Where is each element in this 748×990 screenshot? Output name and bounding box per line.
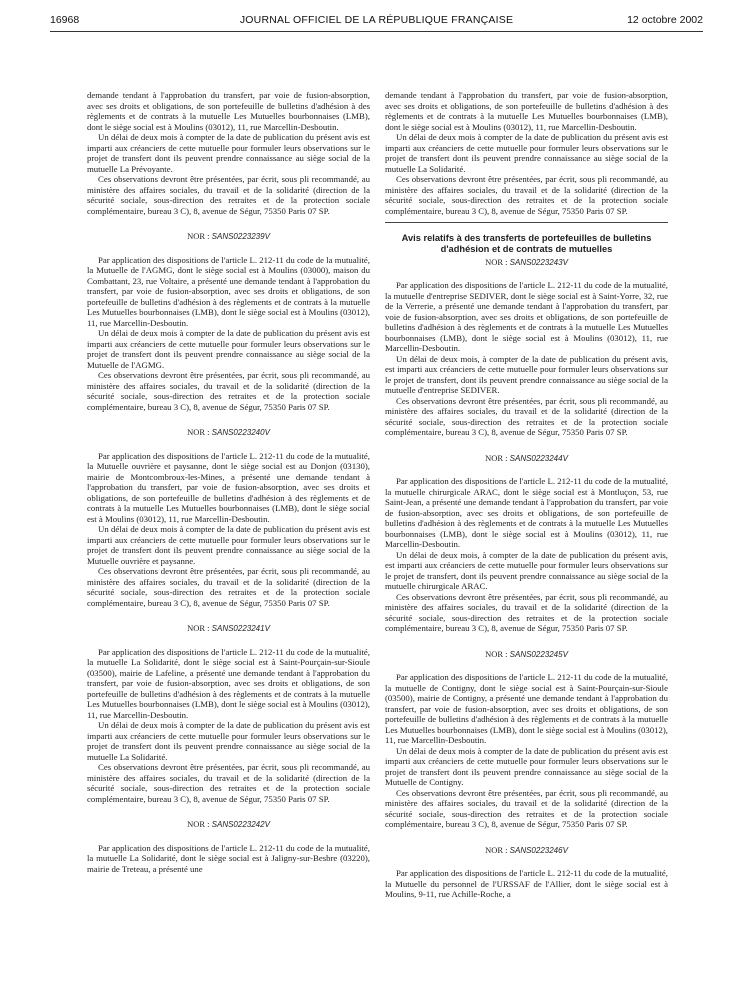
paragraph: Ces observations devront être présentées, par écrit, sous pli recommandé, au ministère des affaires sociales, du travail et de la solidarité (direction de la sécurité sociale, sous-direction des retraites et de la protection sociale complémentaire, bureau 3 C), 8, avenue de Ségur, 75350 Paris 07 SP. bbox=[87, 762, 370, 804]
paragraph: Un délai de deux mois, à compter de la date de publication du présent avis, est imparti aux créanciers de cette mutuelle pour formuler leurs observations sur le projet de transfert, dont ils peuvent prendre connaissance au siège social de la mutuelle d'entreprise SEDIVER. bbox=[385, 353, 668, 396]
paragraph: Par application des dispositions de l'article L. 212-11 du code de la mutualité, la mutuelle d'entreprise SEDIVER, dont le siège social est à Saint-Yorre, 32, rue de la Verrerie, a présenté une demande tendant à l'approbation du transfert, par voie de fusion-absorption, avec ses droits et obligations, de son portefeuille de bulletins d'adhésion à des règlements et de contrats à la mutuelle Les Mutuelles bourbonnaises (LMB), dont le siège social est à Moulins (03012), 11, rue Marcellin-Desboutin. bbox=[385, 280, 668, 354]
nor-reference: NOR : SANS0223239V bbox=[187, 231, 270, 241]
paragraph: Un délai de deux mois à compter de la date de publication du présent avis est imparti aux créanciers de cette mutuelle pour formuler leurs observations sur le projet de transfert dont ils peuvent prendre connaissance au siège social de la mutuelle La Solidarité. bbox=[87, 720, 370, 762]
paragraph: Ces observations devront être présentées, par écrit, sous pli recommandé, au ministère des affaires sociales, du travail et de la solidarité (direction de la sécurité sociale, sous-direction des retraites et de la protection sociale complémentaire, bureau 3 C), 8, avenue de Ségur, 75350 Paris 07 SP. bbox=[385, 395, 668, 438]
paragraph: Un délai de deux mois, à compter de la date de publication du présent avis, est imparti aux créanciers de cette mutuelle pour formuler leurs observations sur le projet de transfert, dont ils peuvent prendre connaissance au siège social de la mutuelle chirurgicale ARAC. bbox=[385, 549, 668, 592]
nor-reference: NOR : SANS0223242V bbox=[187, 819, 270, 829]
section-title: Avis relatifs à des transferts de portefeuilles de bulletins d'adhésion et de contrats de mutuelles bbox=[401, 233, 652, 254]
paragraph: Un délai de deux mois à compter de la date de publication du présent avis est imparti aux créanciers de cette mutuelle pour formuler leurs observations sur le projet de transfert dont ils peuvent prendre connaissance au siège social de la Mutuelle de l'AGMG. bbox=[87, 328, 370, 370]
paragraph: Par application des dispositions de l'article L. 212-11 du code de la mutualité, la Mutuelle ouvrière et paysanne, dont le siège social est au Donjon (03130), mairie de Montcombroux-les-Mines, a présenté une demande tendant à l'approbation du transfert, par voie de fusion-absorption, avec ses droits et obligations, de son portefeuille de bulletins d'adhésion à des règlements et de contrats à la mutuelle Les Mutuelles bourbonnaises (LMB), dont le siège social est à Moulins (03012), 11, rue Marcellin-Desboutin. bbox=[87, 450, 370, 524]
paragraph: Un délai de deux mois à compter de la date de publication du présent avis est imparti aux créanciers de cette mutuelle pour formuler leurs observations sur le projet de transfert dont ils peuvent prendre connaissance au siège social de la Mutuelle ouvrière et paysanne. bbox=[87, 524, 370, 566]
paragraph: Ces observations devront être présentées, par écrit, sous pli recommandé, au ministère des affaires sociales, du travail et de la solidarité (direction de la sécurité sociale, sous-direction des retraites et de la protection sociale complémentaire, bureau 3 C), 8, avenue de Ségur, 75350 Paris 07 SP. bbox=[385, 787, 668, 830]
paragraph: Par application des dispositions de l'article L. 212-11 du code de la mutualité, la Mutuelle du personnel de l'URSSAF de l'Allier, dont le siège social est à Moulins, 9-11, rue Achille-Roche, a bbox=[385, 868, 668, 900]
left-column bbox=[87, 90, 370, 874]
paragraph: Ces observations devront être présentées, par écrit, sous pli recommandé, au ministère des affaires sociales, du travail et de la solidarité (direction de la sécurité sociale, sous-direction des retraites et de la protection sociale complémentaire, bureau 3 C), 8, avenue de Ségur, 75350 Paris 07 SP. bbox=[87, 370, 370, 412]
paragraph: Ces observations devront être présentées, par écrit, sous pli recommandé, au ministère des affaires sociales, du travail et de la solidarité (direction de la sécurité sociale, sous-direction des retraites et de la protection sociale complémentaire, bureau 3 C), 8, avenue de Ségur, 75350 Paris 07 SP. bbox=[87, 174, 370, 216]
issue-date: 12 octobre 2002 bbox=[627, 14, 703, 26]
section-divider bbox=[385, 222, 668, 223]
paragraph: demande tendant à l'approbation du transfert, par voie de fusion-absorption, avec ses droits et obligations, de son portefeuille de bulletins d'adhésion à des règlements et de contrats à la mutuelle Les Mutuelles bourbonnaises (LMB), dont le siège social est à Moulins (03012), 11, rue Marcellin-Desboutin. bbox=[385, 90, 668, 132]
nor-reference: NOR : SANS0223244V bbox=[485, 452, 568, 463]
right-column bbox=[385, 90, 668, 900]
paragraph: Par application des dispositions de l'article L. 212-11 du code de la mutualité, la mutuelle La Solidarité, dont le siège social est à Jaligny-sur-Besbre (03220), mairie de Treteau, a présenté une bbox=[87, 842, 370, 874]
journal-title: JOURNAL OFFICIEL DE LA RÉPUBLIQUE FRANÇAISE bbox=[239, 14, 514, 26]
paragraph: Un délai de deux mois à compter de la date de publication du présent avis est imparti aux créanciers de cette mutuelle pour formuler leurs observations sur le projet de transfert dont ils peuvent prendre connaissance au siège social de la mutuelle La Prévoyante. bbox=[87, 132, 370, 174]
paragraph: Ces observations devront être présentées, par écrit, sous pli recommandé, au ministère des affaires sociales, du travail et de la solidarité (direction de la sécurité sociale, sous-direction des retraites et de la protection sociale complémentaire, bureau 3 C), 8, avenue de Ségur, 75350 Paris 07 SP. bbox=[385, 174, 668, 216]
paragraph: Ces observations devront être présentées, par écrit, sous pli recommandé, au ministère des affaires sociales, du travail et de la solidarité (direction de la sécurité sociale, sous-direction des retraites et de la protection sociale complémentaire, bureau 3 C), 8, avenue de Ségur, 75350 Paris 07 SP. bbox=[385, 591, 668, 634]
page-header bbox=[50, 14, 703, 32]
paragraph: Un délai de deux mois à compter de la date de publication du présent avis est imparti aux créanciers de cette mutuelle pour formuler leurs observations sur le projet de transfert dont ils peuvent prendre connaissance au siège social de la mutuelle La Solidarité. bbox=[385, 132, 668, 174]
nor-reference: NOR : SANS0223240V bbox=[187, 427, 270, 437]
page-number: 16968 bbox=[50, 14, 80, 26]
paragraph: Ces observations devront être présentées, par écrit, sous pli recommandé, au ministère des affaires sociales, du travail et de la solidarité (direction de la sécurité sociale, sous-direction des retraites et de la protection sociale complémentaire, bureau 3 C), 8, avenue de Ségur, 75350 Paris 07 SP. bbox=[87, 566, 370, 608]
paragraph: Un délai de deux mois à compter de la date de publication du présent avis est imparti aux créanciers de cette mutuelle pour formuler leurs observations sur le projet de transfert dont ils peuvent prendre connaissance au siège social de la Mutuelle de Contigny. bbox=[385, 745, 668, 788]
paragraph: Par application des dispositions de l'article L. 212-11 du code de la mutualité, la mutuelle de Contigny, dont le siège social est à Saint-Pourçain-sur-Sioule (03500), mairie de Contigny, a présenté une demande tendant à l'approbation du transfert, par voie de fusion-absorption, avec ses droits et obligations, de son portefeuille de bulletins d'adhésion à des règlements et de contrats à la mutuelle Les Mutuelles bourbonnaises (LMB), dont le siège social est à Moulins (03012), 11, rue Marcellin-Desboutin. bbox=[385, 672, 668, 746]
paragraph: demande tendant à l'approbation du transfert, par voie de fusion-absorption, avec ses droits et obligations, de son portefeuille de bulletins d'adhésion à des règlements et de contrats à la mutuelle Les Mutuelles bourbonnaises (LMB), dont le siège social est à Moulins (03012), 11, rue Marcellin-Desboutin. bbox=[87, 90, 370, 132]
paragraph: Par application des dispositions de l'article L. 212-11 du code de la mutualité, la Mutuelle de l'AGMG, dont le siège social est à Moulins (03000), maison du Combattant, 23, rue Voltaire, a présenté une demande tendant à l'approbation du transfert, par voie de fusion-absorption, avec ses droits et obligations, de son portefeuille de bulletins d'adhésion à des règlements et de contrats à la mutuelle Les Mutuelles bourbonnaises (LMB), dont le siège social est à Moulins (03012), 11, rue Marcellin-Desboutin. bbox=[87, 254, 370, 328]
nor-reference: NOR : SANS0223241V bbox=[187, 623, 270, 633]
paragraph: Par application des dispositions de l'article L. 212-11 du code de la mutualité, la mutuelle chirurgicale ARAC, dont le siège social est à Montluçon, 53, rue Saint-Jean, a présenté une demande tendant à l'approbation du transfert, par voie de fusion-absorption, avec ses droits et obligations, de son portefeuille de bulletins d'adhésion à des règlements et de contrats à la mutuelle Les Mutuelles bourbonnaises (LMB), dont le siège social est à Moulins (03012), 11, rue Marcellin-Desboutin. bbox=[385, 476, 668, 550]
paragraph: Par application des dispositions de l'article L. 212-11 du code de la mutualité, la mutuelle La Solidarité, dont le siège social est à Saint-Pourçain-sur-Sioule (03500), mairie de Lafeline, a présenté une demande tendant à l'approbation du transfert, par voie de fusion-absorption, avec ses droits et obligations, de son portefeuille de bulletins d'adhésion à des règlements et de contrats à la mutuelle Les Mutuelles bourbonnaises (LMB), dont le siège social est à Moulins (03012), 11, rue Marcellin-Desboutin. bbox=[87, 646, 370, 720]
header-rule bbox=[50, 31, 703, 32]
nor-reference: NOR : SANS0223246V bbox=[485, 844, 568, 855]
nor-reference: NOR : SANS0223245V bbox=[485, 648, 568, 659]
nor-reference: NOR : SANS0223243V bbox=[485, 256, 568, 267]
